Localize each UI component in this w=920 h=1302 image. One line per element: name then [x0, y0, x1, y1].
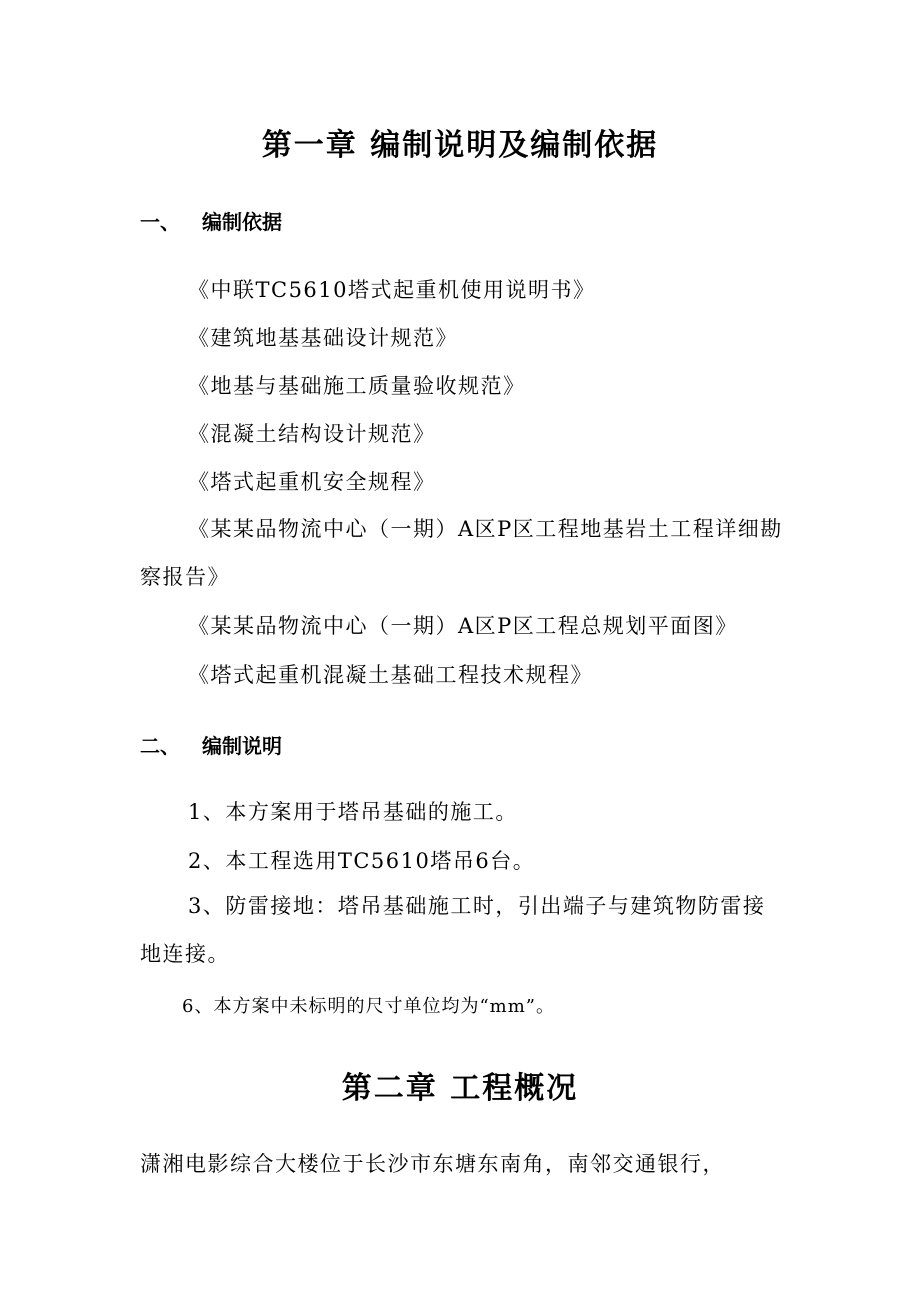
- reference-item: 《塔式起重机混凝土基础工程技术规程》: [188, 663, 593, 687]
- note-item: 3、防雷接地：塔吊基础施工时，引出端子与建筑物防雷接地连接。: [140, 894, 766, 966]
- reference-item: 《某某品物流中心（一期）A区P区工程地基岩土工程详细勘察报告》: [140, 517, 783, 589]
- chapter-2-title: 第二章 工程概况: [341, 1071, 579, 1106]
- chapter-1-title: 第一章 编制说明及编制依据: [261, 128, 659, 163]
- section-1-heading: [140, 206, 282, 235]
- section-1-title: 编制依据: [202, 210, 282, 234]
- section-2-heading: [140, 730, 282, 759]
- reference-item: 《混凝土结构设计规范》: [188, 422, 436, 446]
- reference-item: 《某某品物流中心（一期）A区P区工程总规划平面图》: [188, 614, 738, 638]
- reference-item: 《地基与基础施工质量验收规范》: [188, 374, 526, 398]
- section-2-number: 二、: [140, 734, 180, 758]
- section-2-title: 编制说明: [202, 734, 282, 758]
- note-item: 6、本方案中未标明的尺寸单位均为“mm”。: [182, 996, 555, 1017]
- reference-item: 《中联TC5610塔式起重机使用说明书》: [188, 278, 596, 302]
- reference-item: 《建筑地基基础设计规范》: [188, 326, 458, 350]
- note-item: 1、本方案用于塔吊基础的施工。: [188, 800, 518, 824]
- note-item: 2、本工程选用TC5610塔吊6台。: [188, 849, 536, 873]
- reference-item: 《塔式起重机安全规程》: [188, 470, 436, 494]
- body-paragraph: 潇湘电影综合大楼位于长沙市东塘东南角，南邻交通银行，: [140, 1152, 725, 1176]
- section-1-number: 一、: [140, 210, 180, 234]
